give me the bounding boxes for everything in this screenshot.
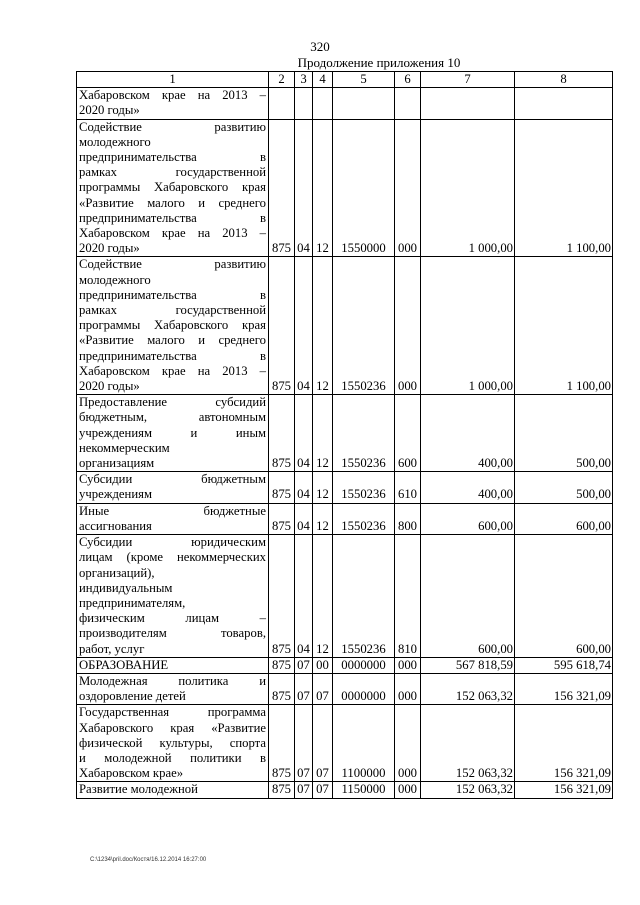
cell-subsection: 00 bbox=[313, 657, 333, 673]
cell-section: 07 bbox=[295, 782, 313, 798]
description-line: учреждениям и иным bbox=[79, 425, 266, 440]
description-line: предпринимательства в bbox=[79, 150, 266, 165]
cell-expense-type: 000 bbox=[395, 705, 421, 782]
cell-ministry: 875 bbox=[269, 119, 295, 257]
description-line: некоммерческим bbox=[79, 440, 170, 455]
cell-expense-type: 000 bbox=[395, 257, 421, 395]
appendix-caption: Продолжение приложения 10 bbox=[297, 55, 461, 70]
description-line: Хабаровском крае на 2013 – bbox=[79, 226, 266, 241]
description-line: оздоровление детей bbox=[79, 689, 186, 704]
cell-section: 07 bbox=[295, 705, 313, 782]
cell-amount-2016: 156 321,09 bbox=[515, 673, 613, 704]
cell-ministry: 875 bbox=[269, 257, 295, 395]
cell-target-article bbox=[333, 88, 395, 119]
description-line: учреждениям bbox=[79, 487, 152, 502]
cell-amount-2015: 152 063,32 bbox=[421, 782, 515, 798]
table-row bbox=[77, 119, 613, 257]
description-line: 2020 годы» bbox=[79, 241, 140, 256]
description-line: Предоставление субсидий bbox=[79, 395, 266, 410]
description-line: бюджетным, автономным bbox=[79, 410, 266, 425]
cell-expense-type: 610 bbox=[395, 472, 421, 503]
cell-subsection: 12 bbox=[313, 119, 333, 257]
description-line: 2020 годы» bbox=[79, 379, 140, 394]
description-line: программы Хабаровского края bbox=[79, 318, 266, 333]
cell-subsection: 12 bbox=[313, 503, 333, 534]
cell-amount-2015: 400,00 bbox=[421, 472, 515, 503]
cell-amount-2015: 1 000,00 bbox=[421, 257, 515, 395]
description-line: рамках государственной bbox=[79, 303, 266, 318]
description-line: Государственная программа bbox=[79, 705, 266, 720]
description-line: предпринимательства в bbox=[79, 210, 266, 225]
description-line: физической культуры, спорта bbox=[79, 735, 266, 750]
cell-expense-type: 000 bbox=[395, 673, 421, 704]
table-row bbox=[77, 782, 613, 798]
column-header: 4 bbox=[313, 72, 333, 88]
column-header: 1 bbox=[77, 72, 269, 88]
cell-subsection: 12 bbox=[313, 472, 333, 503]
file-path-footer: C:\1234\pril.doc/Костя/16.12.2014 16:27:00 bbox=[90, 857, 207, 863]
cell-amount-2016: 1 100,00 bbox=[515, 257, 613, 395]
description-line: организациям bbox=[79, 456, 155, 471]
table-row bbox=[77, 472, 613, 503]
description-line: ассигнования bbox=[79, 518, 152, 533]
table-row bbox=[77, 88, 613, 119]
cell-description bbox=[77, 88, 269, 119]
cell-description bbox=[77, 705, 269, 782]
column-header: 6 bbox=[395, 72, 421, 88]
description-line: молодежного bbox=[79, 272, 151, 287]
cell-expense-type: 000 bbox=[395, 657, 421, 673]
cell-amount-2016: 156 321,09 bbox=[515, 705, 613, 782]
description-line: лицам (кроме некоммерческих bbox=[79, 550, 266, 565]
description-line: молодежного bbox=[79, 134, 151, 149]
description-line: и молодежной политики в bbox=[79, 750, 266, 765]
cell-amount-2016: 600,00 bbox=[515, 503, 613, 534]
cell-expense-type: 800 bbox=[395, 503, 421, 534]
cell-amount-2016: 595 618,74 bbox=[515, 657, 613, 673]
description-line: предпринимательства в bbox=[79, 348, 266, 363]
column-header: 5 bbox=[333, 72, 395, 88]
description-line: индивидуальным bbox=[79, 580, 173, 595]
cell-description bbox=[77, 257, 269, 395]
budget-table bbox=[76, 71, 613, 799]
cell-amount-2016: 500,00 bbox=[515, 472, 613, 503]
cell-description bbox=[77, 673, 269, 704]
table-row bbox=[77, 705, 613, 782]
description-line: «Развитие малого и среднего bbox=[79, 195, 266, 210]
cell-subsection: 07 bbox=[313, 673, 333, 704]
cell-subsection: 12 bbox=[313, 257, 333, 395]
cell-ministry: 875 bbox=[269, 472, 295, 503]
cell-target-article: 0000000 bbox=[333, 673, 395, 704]
description-line: программы Хабаровского края bbox=[79, 180, 266, 195]
description-line: Молодежная политика и bbox=[79, 673, 266, 688]
table-row bbox=[77, 535, 613, 658]
cell-section: 04 bbox=[295, 119, 313, 257]
page-number: 320 bbox=[310, 39, 330, 54]
cell-amount-2015: 600,00 bbox=[421, 503, 515, 534]
cell-ministry: 875 bbox=[269, 535, 295, 658]
cell-section bbox=[295, 88, 313, 119]
cell-target-article: 1550236 bbox=[333, 257, 395, 395]
cell-amount-2015 bbox=[421, 88, 515, 119]
cell-section: 04 bbox=[295, 503, 313, 534]
table-header-row bbox=[77, 72, 613, 88]
cell-ministry bbox=[269, 88, 295, 119]
cell-description bbox=[77, 657, 269, 673]
cell-amount-2015: 600,00 bbox=[421, 535, 515, 658]
description-line: физическим лицам – bbox=[79, 611, 266, 626]
column-header: 8 bbox=[515, 72, 613, 88]
cell-description bbox=[77, 503, 269, 534]
description-line: Хабаровском крае» bbox=[79, 766, 184, 781]
cell-amount-2015: 152 063,32 bbox=[421, 673, 515, 704]
cell-amount-2015: 1 000,00 bbox=[421, 119, 515, 257]
table-row bbox=[77, 673, 613, 704]
description-line: предпринимателям, bbox=[79, 595, 186, 610]
cell-target-article: 1100000 bbox=[333, 705, 395, 782]
column-header: 2 bbox=[269, 72, 295, 88]
cell-subsection: 07 bbox=[313, 705, 333, 782]
cell-target-article: 1550236 bbox=[333, 395, 395, 472]
cell-description bbox=[77, 119, 269, 257]
cell-ministry: 875 bbox=[269, 782, 295, 798]
cell-amount-2016: 500,00 bbox=[515, 395, 613, 472]
description-line: предпринимательства в bbox=[79, 287, 266, 302]
cell-subsection: 12 bbox=[313, 395, 333, 472]
cell-section: 04 bbox=[295, 257, 313, 395]
description-line: Хабаровском крае на 2013 – bbox=[79, 88, 266, 103]
cell-target-article: 0000000 bbox=[333, 657, 395, 673]
cell-section: 04 bbox=[295, 395, 313, 472]
cell-description bbox=[77, 395, 269, 472]
cell-section: 04 bbox=[295, 535, 313, 658]
description-line: Иные бюджетные bbox=[79, 503, 266, 518]
cell-target-article: 1550236 bbox=[333, 503, 395, 534]
column-header: 7 bbox=[421, 72, 515, 88]
column-header: 3 bbox=[295, 72, 313, 88]
cell-expense-type: 810 bbox=[395, 535, 421, 658]
cell-target-article: 1150000 bbox=[333, 782, 395, 798]
table-row bbox=[77, 257, 613, 395]
table-row bbox=[77, 503, 613, 534]
description-line: Хабаровском крае на 2013 – bbox=[79, 363, 266, 378]
cell-description bbox=[77, 472, 269, 503]
cell-target-article: 1550236 bbox=[333, 535, 395, 658]
description-line: Субсидии бюджетным bbox=[79, 472, 266, 487]
cell-description bbox=[77, 535, 269, 658]
description-line: ОБРАЗОВАНИЕ bbox=[79, 657, 169, 672]
description-line: Содействие развитию bbox=[79, 257, 266, 272]
cell-expense-type: 000 bbox=[395, 119, 421, 257]
table-row bbox=[77, 395, 613, 472]
cell-ministry: 875 bbox=[269, 705, 295, 782]
description-line: организаций), bbox=[79, 565, 155, 580]
table-row bbox=[77, 657, 613, 673]
cell-expense-type: 600 bbox=[395, 395, 421, 472]
cell-amount-2016: 600,00 bbox=[515, 535, 613, 658]
cell-subsection: 07 bbox=[313, 782, 333, 798]
cell-ministry: 875 bbox=[269, 395, 295, 472]
cell-expense-type bbox=[395, 88, 421, 119]
cell-target-article: 1550236 bbox=[333, 472, 395, 503]
cell-amount-2015: 152 063,32 bbox=[421, 705, 515, 782]
cell-section: 07 bbox=[295, 673, 313, 704]
description-line: производителям товаров, bbox=[79, 626, 266, 641]
cell-ministry: 875 bbox=[269, 503, 295, 534]
cell-amount-2016: 1 100,00 bbox=[515, 119, 613, 257]
cell-expense-type: 000 bbox=[395, 782, 421, 798]
cell-target-article: 1550000 bbox=[333, 119, 395, 257]
cell-section: 04 bbox=[295, 472, 313, 503]
cell-section: 07 bbox=[295, 657, 313, 673]
cell-amount-2016: 156 321,09 bbox=[515, 782, 613, 798]
cell-ministry: 875 bbox=[269, 673, 295, 704]
cell-amount-2016 bbox=[515, 88, 613, 119]
description-line: Содействие развитию bbox=[79, 119, 266, 134]
cell-amount-2015: 400,00 bbox=[421, 395, 515, 472]
description-line: Развитие молодежной bbox=[79, 782, 198, 797]
cell-subsection: 12 bbox=[313, 535, 333, 658]
description-line: 2020 годы» bbox=[79, 103, 140, 118]
description-line: работ, услуг bbox=[79, 641, 145, 656]
cell-amount-2015: 567 818,59 bbox=[421, 657, 515, 673]
description-line: «Развитие малого и среднего bbox=[79, 333, 266, 348]
cell-ministry: 875 bbox=[269, 657, 295, 673]
cell-subsection bbox=[313, 88, 333, 119]
description-line: рамках государственной bbox=[79, 165, 266, 180]
cell-description bbox=[77, 782, 269, 798]
description-line: Субсидии юридическим bbox=[79, 535, 266, 550]
description-line: Хабаровского края «Развитие bbox=[79, 720, 266, 735]
